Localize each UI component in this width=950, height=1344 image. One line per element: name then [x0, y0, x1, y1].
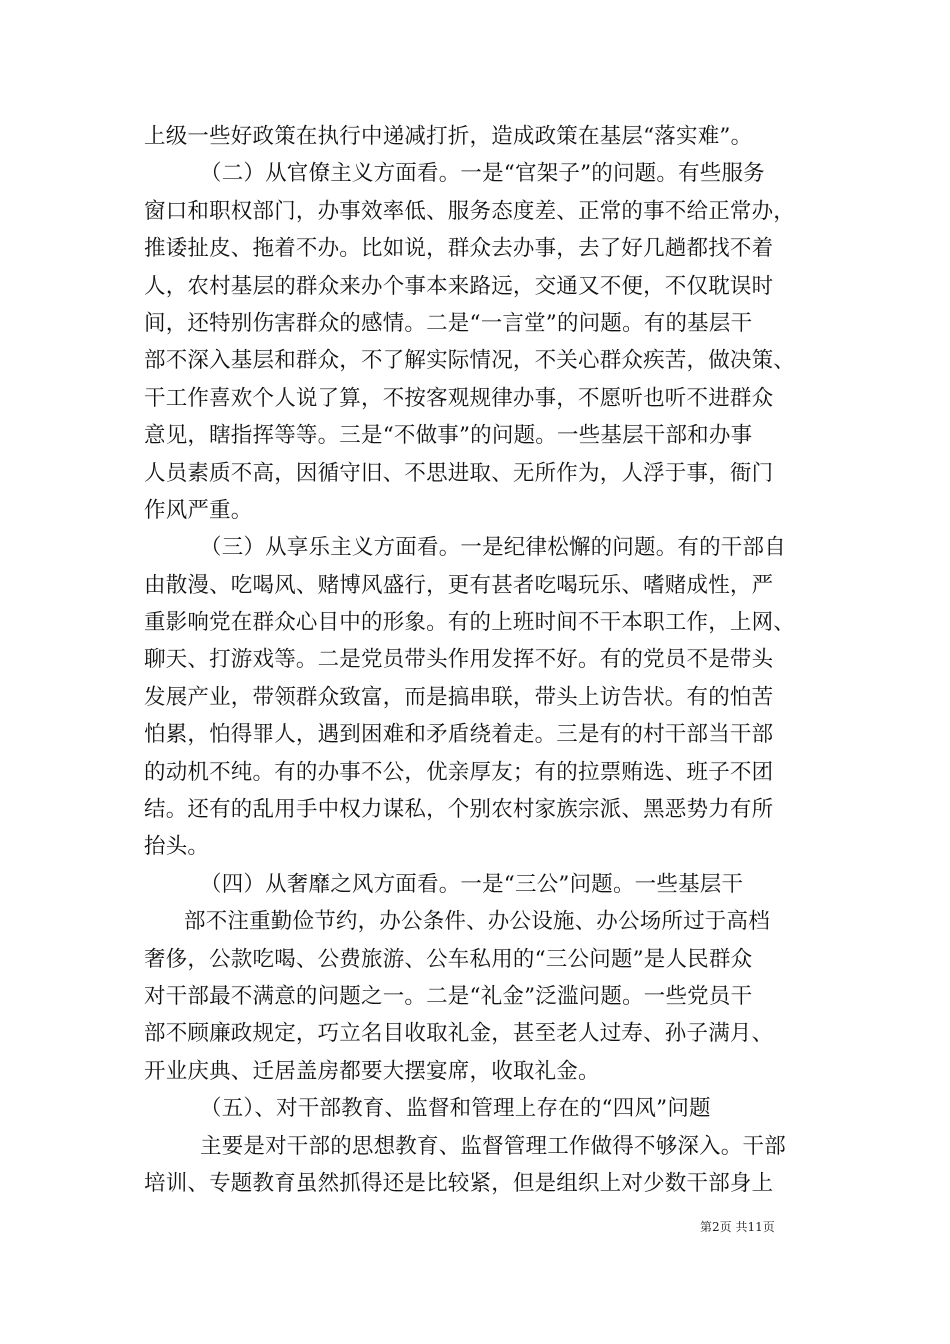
body-text [144, 118, 814, 1202]
text-line: 主要是对干部的思想教育、监督管理工作做得不够深入。干部 [200, 1133, 786, 1159]
text-line: 发展产业，带领群众致富，而是搞串联，带头上访告状。有的怕苦 [144, 684, 774, 710]
text-line: 人员素质不高，因循守旧、不思进取、无所作为，人浮于事，衙门 [144, 460, 774, 486]
text-line: 意见，瞎指挥等等。三是“不做事”的问题。一些基层干部和办事 [144, 423, 753, 449]
text-line: 结。还有的乱用手中权力谋私，个别农村家族宗派、黑恶势力有所 [144, 797, 774, 823]
text-line: 抬头。 [144, 834, 210, 860]
text-line: 由散漫、吃喝风、赌博风盛行，更有甚者吃喝玩乐、嗜赌成性，严 [144, 572, 774, 598]
text-line: 部不顾廉政规定，巧立名目收取礼金，甚至老人过寿、孙子满月、 [144, 1021, 774, 1047]
text-line: 推诿扯皮、拖着不办。比如说，群众去办事，去了好几趟都找不着 [144, 236, 774, 262]
text-line: 对干部最不满意的问题之一。二是“礼金”泛滥问题。一些党员干 [144, 983, 753, 1009]
text-line: 作风严重。 [144, 497, 253, 523]
text-line: 窗口和职权部门，办事效率低、服务态度差、正常的事不给正常办， [144, 198, 796, 224]
text-line: （五）、对干部教育、监督和管理上存在的“四风”问题 [200, 1096, 711, 1122]
text-line: 人，农村基层的群众来办个事本来路远，交通又不便，不仅耽误时 [144, 273, 774, 299]
text-line: 干工作喜欢个人说了算，不按客观规律办事，不愿听也听不进群众 [144, 385, 774, 411]
footer-prefix: 第 [700, 1220, 713, 1234]
footer-suffix: 页 [762, 1220, 775, 1234]
text-line: 的动机不纯。有的办事不公，优亲厚友；有的拉票贿选、班子不团 [144, 759, 774, 785]
text-line: 上级一些好政策在执行中递减打折，造成政策在基层“落实难”。 [144, 124, 753, 149]
text-line: 部不注重勤俭节约，办公条件、办公设施、办公场所过于高档 [184, 909, 770, 935]
text-line: 开业庆典、迁居盖房都要大摆宴席，收取礼金。 [144, 1058, 600, 1084]
footer-middle: 页 共 [719, 1220, 748, 1234]
text-line: 重影响党在群众心目中的形象。有的上班时间不干本职工作，上网、 [144, 610, 796, 636]
current-page-number: 2 [712, 1220, 720, 1234]
text-line: 部不深入基层和群众，不了解实际情况，不关心群众疾苦，做决策、 [144, 348, 796, 374]
text-line: 间，还特别伤害群众的感情。二是“一言堂”的问题。有的基层干 [144, 310, 753, 336]
total-pages-number: 11 [747, 1220, 763, 1234]
text-line: 奢侈，公款吃喝、公费旅游、公车私用的“三公问题”是人民群众 [144, 946, 753, 972]
text-line: （四）从奢靡之风方面看。一是“三公”问题。一些基层干 [200, 871, 744, 897]
text-line: 怕累，怕得罪人，遇到困难和矛盾绕着走。三是有的村干部当干部 [144, 722, 774, 748]
page-footer [700, 1218, 775, 1235]
text-line: （三）从享乐主义方面看。一是纪律松懈的问题。有的干部自 [200, 535, 786, 561]
text-line: （二）从官僚主义方面看。一是“官架子”的问题。有些服务 [200, 161, 765, 187]
text-line: 培训、专题教育虽然抓得还是比较紧，但是组织上对少数干部身上 [144, 1170, 774, 1196]
text-line: 聊天、打游戏等。二是党员带头作用发挥不好。有的党员不是带头 [144, 647, 774, 673]
